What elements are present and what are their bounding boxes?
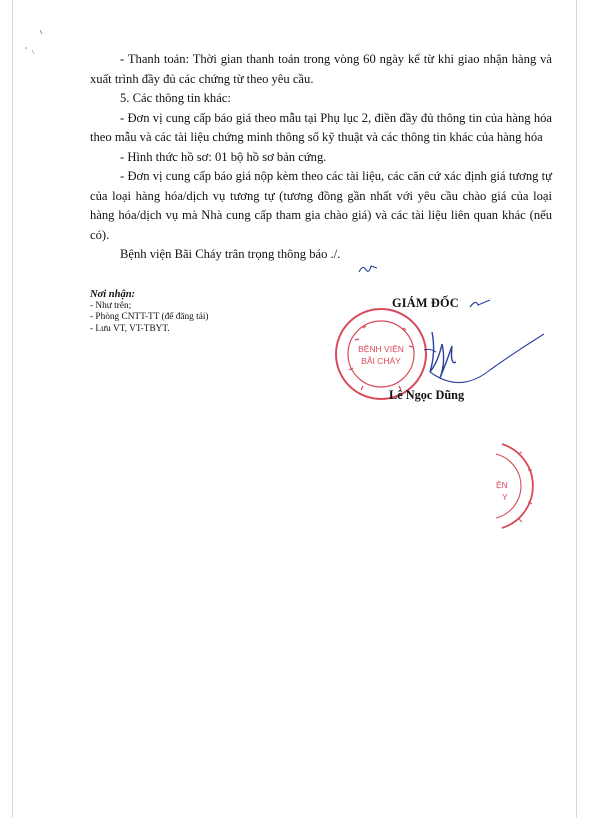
partial-stamp-line2: Y — [502, 492, 508, 502]
partial-stamp — [482, 440, 542, 532]
receiver-item: - Phòng CNTT-TT (để đăng tải) — [90, 312, 209, 322]
director-pen-tick — [468, 297, 492, 311]
partial-stamp-line1: ỆN — [496, 480, 508, 490]
signer-name: Lê Ngọc Dũng — [389, 388, 465, 402]
scan-edge-left — [12, 0, 13, 818]
other-info-heading: 5. Các thông tin khác: — [120, 91, 231, 105]
receivers-title: Nơi nhận: — [90, 289, 136, 300]
closing-line: Bệnh viện Bãi Cháy trân trọng thông báo ./. — [120, 247, 341, 261]
stamp-inner-line1: BỆNH VIỆN — [358, 344, 404, 354]
director-signature — [420, 322, 550, 394]
attached-documents-paragraph: - Đơn vị cung cấp báo giá nộp kèm theo các tài liệu, các căn cứ xác định giá tương tự của loại hàng hóa/dịch vụ tương tự (tương đồng gần nhất với yêu cầu chào giá của loại hàng hóa/dịch vụ mà Nhà cung cấp tham gia chào giá) và các tài liệu liên quan khác (nếu có). — [90, 169, 552, 242]
scan-speck-marks — [22, 28, 48, 56]
receivers-block — [90, 289, 209, 335]
body-text — [90, 50, 552, 265]
dossier-form-paragraph: - Hình thức hồ sơ: 01 bộ hồ sơ bản cứng. — [120, 149, 327, 164]
receiver-item: - Lưu VT, VT-TBYT. — [90, 323, 170, 334]
scan-edge-right — [576, 0, 577, 818]
stamp-inner-line2: BÃI CHÁY — [361, 356, 401, 366]
handwritten-initial-mark — [357, 260, 379, 276]
quotation-form-paragraph: - Đơn vị cung cấp báo giá theo mẫu tại Phụ lục 2, điền đầy đủ thông tin của hàng hóa theo mẫu và các tài liệu chứng minh thông số kỹ thuật và các thông tin khác của hàng hóa — [90, 110, 552, 144]
director-title: GIÁM ĐỐC — [392, 296, 459, 310]
receiver-item: - Như trên; — [90, 300, 132, 311]
payment-paragraph: - Thanh toán: Thời gian thanh toán trong vòng 60 ngày kể từ khi giao nhận hàng và xuất trình đầy đủ các chứng từ theo yêu cầu. — [90, 52, 552, 86]
